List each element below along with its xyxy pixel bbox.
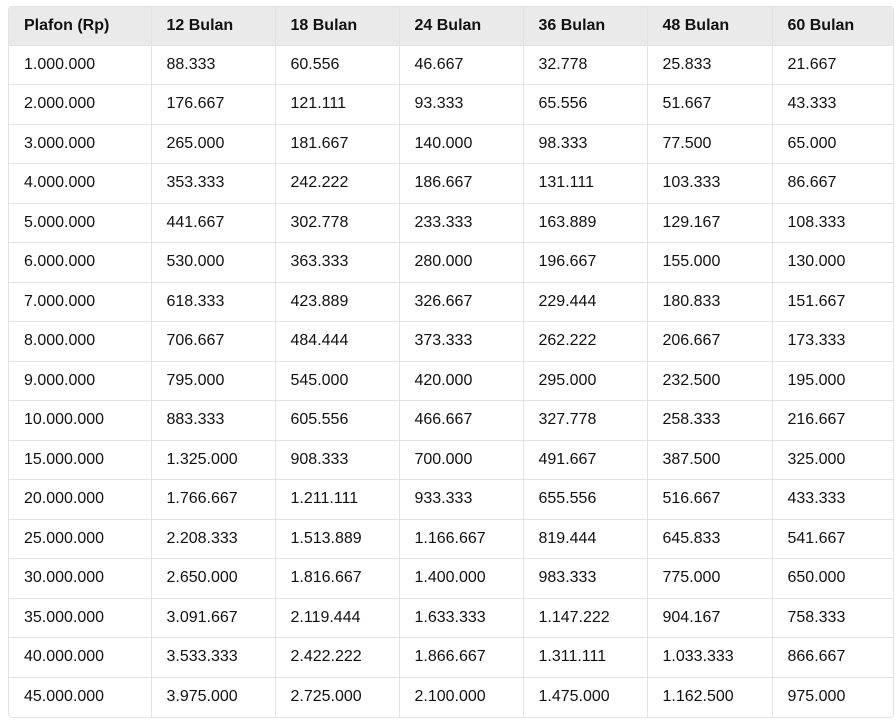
cell-48-bulan: 206.667 bbox=[647, 322, 772, 362]
cell-12-bulan: 1.766.667 bbox=[151, 480, 275, 520]
table-header-row bbox=[9, 7, 893, 45]
cell-60-bulan: 173.333 bbox=[772, 322, 893, 362]
cell-plafon: 35.000.000 bbox=[9, 598, 151, 638]
cell-36-bulan: 819.444 bbox=[523, 519, 647, 559]
cell-48-bulan: 258.333 bbox=[647, 401, 772, 441]
cell-plafon: 25.000.000 bbox=[9, 519, 151, 559]
table-body bbox=[9, 45, 893, 717]
cell-12-bulan: 2.650.000 bbox=[151, 559, 275, 599]
cell-48-bulan: 1.033.333 bbox=[647, 638, 772, 678]
cell-60-bulan: 65.000 bbox=[772, 124, 893, 164]
cell-36-bulan: 1.475.000 bbox=[523, 677, 647, 717]
cell-36-bulan: 131.111 bbox=[523, 164, 647, 204]
cell-48-bulan: 387.500 bbox=[647, 440, 772, 480]
cell-24-bulan: 46.667 bbox=[399, 45, 523, 85]
cell-12-bulan: 618.333 bbox=[151, 282, 275, 322]
cell-36-bulan: 983.333 bbox=[523, 559, 647, 599]
installment-table bbox=[9, 7, 893, 717]
cell-36-bulan: 196.667 bbox=[523, 243, 647, 283]
cell-24-bulan: 93.333 bbox=[399, 85, 523, 125]
cell-24-bulan: 700.000 bbox=[399, 440, 523, 480]
table-row bbox=[9, 480, 893, 520]
table-row bbox=[9, 164, 893, 204]
cell-24-bulan: 420.000 bbox=[399, 361, 523, 401]
cell-36-bulan: 1.311.111 bbox=[523, 638, 647, 678]
cell-48-bulan: 25.833 bbox=[647, 45, 772, 85]
cell-plafon: 4.000.000 bbox=[9, 164, 151, 204]
cell-48-bulan: 180.833 bbox=[647, 282, 772, 322]
cell-24-bulan: 140.000 bbox=[399, 124, 523, 164]
column-header-48-bulan: 48 Bulan bbox=[647, 7, 772, 45]
cell-18-bulan: 1.816.667 bbox=[275, 559, 399, 599]
table-row bbox=[9, 401, 893, 441]
cell-plafon: 15.000.000 bbox=[9, 440, 151, 480]
cell-60-bulan: 43.333 bbox=[772, 85, 893, 125]
cell-60-bulan: 151.667 bbox=[772, 282, 893, 322]
cell-plafon: 3.000.000 bbox=[9, 124, 151, 164]
cell-60-bulan: 758.333 bbox=[772, 598, 893, 638]
column-header-60-bulan: 60 Bulan bbox=[772, 7, 893, 45]
table-row bbox=[9, 361, 893, 401]
cell-12-bulan: 530.000 bbox=[151, 243, 275, 283]
cell-plafon: 45.000.000 bbox=[9, 677, 151, 717]
cell-60-bulan: 130.000 bbox=[772, 243, 893, 283]
cell-18-bulan: 545.000 bbox=[275, 361, 399, 401]
cell-24-bulan: 1.400.000 bbox=[399, 559, 523, 599]
cell-24-bulan: 933.333 bbox=[399, 480, 523, 520]
table-row bbox=[9, 559, 893, 599]
cell-12-bulan: 353.333 bbox=[151, 164, 275, 204]
column-header-24-bulan: 24 Bulan bbox=[399, 7, 523, 45]
cell-18-bulan: 121.111 bbox=[275, 85, 399, 125]
cell-36-bulan: 262.222 bbox=[523, 322, 647, 362]
cell-12-bulan: 883.333 bbox=[151, 401, 275, 441]
cell-24-bulan: 1.866.667 bbox=[399, 638, 523, 678]
cell-36-bulan: 163.889 bbox=[523, 203, 647, 243]
cell-36-bulan: 229.444 bbox=[523, 282, 647, 322]
cell-plafon: 1.000.000 bbox=[9, 45, 151, 85]
cell-24-bulan: 466.667 bbox=[399, 401, 523, 441]
cell-60-bulan: 21.667 bbox=[772, 45, 893, 85]
cell-60-bulan: 195.000 bbox=[772, 361, 893, 401]
cell-18-bulan: 423.889 bbox=[275, 282, 399, 322]
column-header-18-bulan: 18 Bulan bbox=[275, 7, 399, 45]
cell-plafon: 9.000.000 bbox=[9, 361, 151, 401]
cell-36-bulan: 1.147.222 bbox=[523, 598, 647, 638]
table-row bbox=[9, 45, 893, 85]
cell-60-bulan: 325.000 bbox=[772, 440, 893, 480]
cell-36-bulan: 491.667 bbox=[523, 440, 647, 480]
cell-18-bulan: 181.667 bbox=[275, 124, 399, 164]
cell-24-bulan: 326.667 bbox=[399, 282, 523, 322]
table-row bbox=[9, 598, 893, 638]
cell-12-bulan: 88.333 bbox=[151, 45, 275, 85]
cell-48-bulan: 645.833 bbox=[647, 519, 772, 559]
cell-24-bulan: 1.166.667 bbox=[399, 519, 523, 559]
cell-12-bulan: 265.000 bbox=[151, 124, 275, 164]
table-row bbox=[9, 203, 893, 243]
cell-18-bulan: 908.333 bbox=[275, 440, 399, 480]
table-row bbox=[9, 124, 893, 164]
cell-36-bulan: 327.778 bbox=[523, 401, 647, 441]
cell-plafon: 8.000.000 bbox=[9, 322, 151, 362]
cell-18-bulan: 363.333 bbox=[275, 243, 399, 283]
cell-12-bulan: 795.000 bbox=[151, 361, 275, 401]
cell-48-bulan: 232.500 bbox=[647, 361, 772, 401]
cell-24-bulan: 280.000 bbox=[399, 243, 523, 283]
cell-18-bulan: 605.556 bbox=[275, 401, 399, 441]
cell-60-bulan: 216.667 bbox=[772, 401, 893, 441]
table-row bbox=[9, 243, 893, 283]
cell-24-bulan: 373.333 bbox=[399, 322, 523, 362]
installment-table-container bbox=[8, 6, 894, 718]
cell-36-bulan: 65.556 bbox=[523, 85, 647, 125]
cell-plafon: 20.000.000 bbox=[9, 480, 151, 520]
cell-18-bulan: 1.513.889 bbox=[275, 519, 399, 559]
table-header bbox=[9, 7, 893, 45]
table-row bbox=[9, 677, 893, 717]
cell-18-bulan: 302.778 bbox=[275, 203, 399, 243]
cell-plafon: 6.000.000 bbox=[9, 243, 151, 283]
cell-12-bulan: 1.325.000 bbox=[151, 440, 275, 480]
cell-60-bulan: 541.667 bbox=[772, 519, 893, 559]
table-row bbox=[9, 322, 893, 362]
cell-48-bulan: 904.167 bbox=[647, 598, 772, 638]
cell-plafon: 10.000.000 bbox=[9, 401, 151, 441]
cell-12-bulan: 176.667 bbox=[151, 85, 275, 125]
cell-12-bulan: 3.533.333 bbox=[151, 638, 275, 678]
cell-60-bulan: 975.000 bbox=[772, 677, 893, 717]
cell-24-bulan: 1.633.333 bbox=[399, 598, 523, 638]
cell-18-bulan: 2.422.222 bbox=[275, 638, 399, 678]
cell-36-bulan: 98.333 bbox=[523, 124, 647, 164]
cell-48-bulan: 516.667 bbox=[647, 480, 772, 520]
table-row bbox=[9, 519, 893, 559]
cell-12-bulan: 441.667 bbox=[151, 203, 275, 243]
cell-18-bulan: 242.222 bbox=[275, 164, 399, 204]
cell-48-bulan: 775.000 bbox=[647, 559, 772, 599]
cell-36-bulan: 295.000 bbox=[523, 361, 647, 401]
table-row bbox=[9, 638, 893, 678]
cell-12-bulan: 2.208.333 bbox=[151, 519, 275, 559]
table-row bbox=[9, 282, 893, 322]
cell-18-bulan: 2.725.000 bbox=[275, 677, 399, 717]
cell-18-bulan: 484.444 bbox=[275, 322, 399, 362]
cell-60-bulan: 86.667 bbox=[772, 164, 893, 204]
cell-plafon: 5.000.000 bbox=[9, 203, 151, 243]
cell-60-bulan: 866.667 bbox=[772, 638, 893, 678]
table-row bbox=[9, 440, 893, 480]
cell-48-bulan: 103.333 bbox=[647, 164, 772, 204]
column-header-12-bulan: 12 Bulan bbox=[151, 7, 275, 45]
cell-60-bulan: 108.333 bbox=[772, 203, 893, 243]
cell-18-bulan: 1.211.111 bbox=[275, 480, 399, 520]
cell-24-bulan: 233.333 bbox=[399, 203, 523, 243]
cell-36-bulan: 655.556 bbox=[523, 480, 647, 520]
cell-24-bulan: 2.100.000 bbox=[399, 677, 523, 717]
cell-plafon: 7.000.000 bbox=[9, 282, 151, 322]
cell-48-bulan: 1.162.500 bbox=[647, 677, 772, 717]
cell-12-bulan: 706.667 bbox=[151, 322, 275, 362]
cell-12-bulan: 3.975.000 bbox=[151, 677, 275, 717]
cell-18-bulan: 2.119.444 bbox=[275, 598, 399, 638]
cell-plafon: 40.000.000 bbox=[9, 638, 151, 678]
cell-24-bulan: 186.667 bbox=[399, 164, 523, 204]
cell-48-bulan: 77.500 bbox=[647, 124, 772, 164]
cell-60-bulan: 650.000 bbox=[772, 559, 893, 599]
cell-36-bulan: 32.778 bbox=[523, 45, 647, 85]
cell-12-bulan: 3.091.667 bbox=[151, 598, 275, 638]
cell-plafon: 30.000.000 bbox=[9, 559, 151, 599]
table-row bbox=[9, 85, 893, 125]
cell-48-bulan: 155.000 bbox=[647, 243, 772, 283]
column-header-plafon: Plafon (Rp) bbox=[9, 7, 151, 45]
cell-48-bulan: 129.167 bbox=[647, 203, 772, 243]
cell-18-bulan: 60.556 bbox=[275, 45, 399, 85]
cell-48-bulan: 51.667 bbox=[647, 85, 772, 125]
column-header-36-bulan: 36 Bulan bbox=[523, 7, 647, 45]
cell-plafon: 2.000.000 bbox=[9, 85, 151, 125]
cell-60-bulan: 433.333 bbox=[772, 480, 893, 520]
